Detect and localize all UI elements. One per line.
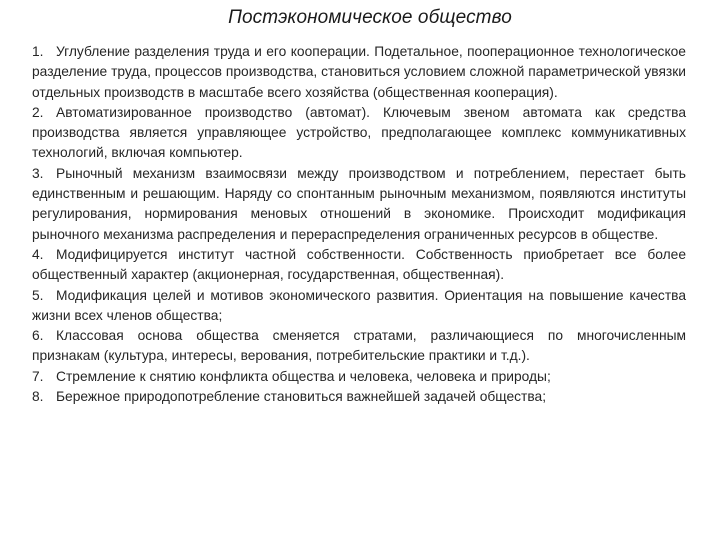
- list-item-number: 7.: [32, 368, 44, 384]
- list-item-1: [32, 42, 686, 103]
- numbered-list: [32, 42, 686, 407]
- list-item-number: 4.: [32, 246, 44, 262]
- list-item-text: Углубление разделения труда и его кооперации. Подетальное, пооперационное технологическое разделение труда, процессов производства, становиться условием сложной параметрической увязки отдельных производств в масштабе всего хозяйства (общественная кооперация).: [32, 44, 686, 100]
- list-item-text: Модифицируется институт частной собственности. Собственность приобретает все более общественный характер (акционерная, государственная, общественная).: [32, 246, 686, 283]
- list-item-number: 5.: [32, 287, 44, 303]
- list-item-4: [32, 245, 686, 286]
- list-item-2: [32, 103, 686, 164]
- list-item-number: 8.: [32, 389, 44, 405]
- list-item-text: Модификация целей и мотивов экономического развития. Ориентация на повышение качества жизни всех членов общества;: [32, 287, 686, 323]
- list-item-text: Стремление к снятию конфликта общества и человека, человека и природы;: [56, 368, 551, 384]
- list-item-text: Автоматизированное производство (автомат). Ключевым звеном автомата как средства производства является управляющее устройство, предполагающее комплекс коммуникативных технологий, включая компьютер.: [32, 104, 686, 161]
- list-item-7: [32, 367, 686, 387]
- list-item-text: Бережное природопотребление становиться важнейшей задачей общества;: [56, 389, 547, 405]
- list-item-text: Рыночный механизм взаимосвязи между производством и потреблением, перестает быть единственным и решающим. Наряду со спонтанным рыночным механизмом, появляются институты регулирования, нормирования меновых отношений в экономике. Происходит модификация рыночного механизма распределения и перераспределения ограниченных ресурсов в обществе.: [32, 165, 686, 242]
- list-item-8: [32, 387, 686, 407]
- list-item-text: Классовая основа общества сменяется стратами, различающиеся по многочисленным признакам (культура, интересы, верования, потребительские практики и т.д.).: [32, 328, 686, 364]
- list-item-5: [32, 286, 686, 327]
- list-item-3: [32, 164, 686, 245]
- list-item-number: 1.: [32, 44, 44, 59]
- list-item-number: 6.: [32, 328, 44, 344]
- list-item-number: 2.: [32, 104, 44, 120]
- list-item-number: 3.: [32, 165, 44, 181]
- slide-title: Постэкономическое общество: [228, 7, 512, 28]
- list-item-6: [32, 326, 686, 367]
